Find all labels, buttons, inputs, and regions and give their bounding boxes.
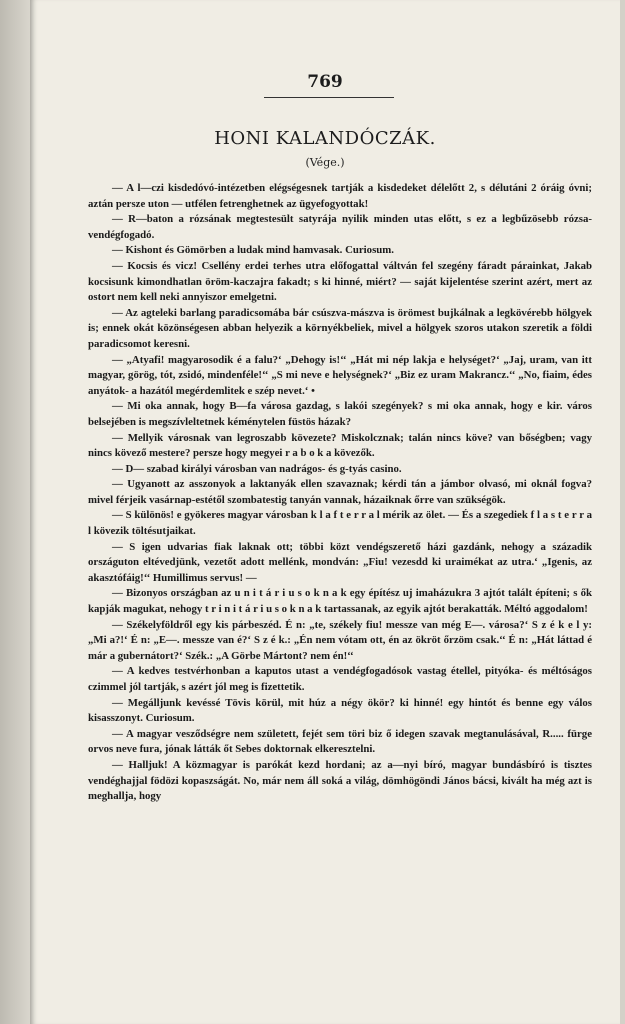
paragraph: — R—baton a rózsának megtestesült satyrája nyilik minden utas előtt, s ez a legbűzösebb rózsa-vendégfogadó.: [88, 213, 592, 241]
article-title: HONI KALANDÓCZÁK.: [214, 128, 436, 149]
book-spine: [0, 0, 30, 1024]
paragraph: — „Atyafi! magyarosodik é a falu?‘ „Dehogy is!‘‘ „Hát mi nép lakja e helységet?‘ „Jaj, uram, van itt magyar, görög, tót, zsidó, mindenféle!‘‘ „S mi neve e helységnek?‘ „Biz ez uram Makrancz.‘‘ „No, fiaim, édes anyátok- a hazától megérdemlitek e szép nevet.‘ •: [88, 353, 592, 397]
paragraph: — Kishont és Gömörben a ludak mind hamvasak. Curiosum.: [112, 244, 394, 257]
paragraph: — A magyar vesződségre nem született, fejét sem töri biz ő idegen szavak megtanulásával, R..... fürge orvos neve fura, jónak látták őt Sebes doktornak elkeresztelni.: [88, 727, 592, 756]
header-rule: [264, 97, 394, 98]
paragraph: — S igen udvarias fiak laknak ott; többi közt vendégszerető házi gazdánk, nehogy a századik országuton eltévedjünk, vezetőt adott mellénk, mondván: „Fiu! vezesdd ki uraimékat az utra.‘ „Igenis, az akasztófáig!‘‘ Humillimus servus! —: [88, 540, 592, 584]
paragraph: — Mi oka annak, hogy B—fa városa gazdag, s lakói szegények? s mi oka annak, hogy e kir. város belsejében is megszívleltetnek kéménytelen füstös házak?: [88, 400, 592, 428]
paragraph: — D— szabad királyi városban van nadrágos- és g-tyás casino.: [112, 462, 402, 475]
paragraph: — A l—czi kisdedóvó-intézetben elégségesnek tartják a kisdedeket délelőtt 2, s délutáni 2 óráig óvni; aztán persze uton — utfélen fetrenghetnek az ügyefogyottak!: [88, 182, 592, 210]
paragraph: — A kedves testvérhonban a kaputos utast a vendégfogadósok vastag étellel, pityóka- és méltóságos czimmel jól tartják, s azért jól meg is fizettetik.: [88, 665, 592, 693]
page-number: 769: [307, 72, 343, 92]
paragraph: — Székelyföldről egy kis párbeszéd. É n: „te, székely fiu! messze van még E—. városa?‘ S z é k e l y: „Mi a?!‘ É n: „E—. messze van é?‘ S z é k.: „Én nem vótam ott, én az ökröt őrzöm csak.‘‘ É n: „Hát láttad é már a gubernátort?‘ Szék.: „A Görbe Mártont? nem én!‘‘: [88, 618, 592, 662]
book-page: [30, 0, 620, 1024]
article-body: [88, 181, 592, 805]
paragraph: — Halljuk! A közmagyar is parókát kezd hordani; az a—nyi bíró, magyar bundásbíró is tisztes vendéghajjal födözi kopaszságát. No, már nem áll soká a világ, dömhögöndi János bácsi, kivált ha még azt is meghallja, hogy: [88, 758, 592, 803]
paragraph: — Megálljunk kevéssé Tövis körül, mit húz a négy ökör? ki hinné! egy hintót és benne egy válos kisasszonyt. Curiosum.: [88, 696, 592, 725]
article-subtitle: (Vége.): [305, 156, 345, 169]
paragraph: — Bizonyos országban az u n i t á r i u s o k n a k egy építész uj imaházukra 3 ajtót talált építeni; s ők kapják magukat, nehogy t r i n i t á r i u s o k n a k tartassanak, az egyik ajtót berakatták. Méltó aggodalom!: [88, 587, 592, 616]
paragraph: — Mellyik városnak van legroszabb kövezete? Miskolcznak; talán nincs köve? van bőségben; vagy nincs kövező mestere? persze hogy megyei r a b o k a kövezők.: [88, 431, 592, 460]
paragraph: — Ugyanott az asszonyok a laktanyák ellen szavaznak; kérdi tán a jámbor olvasó, mi oknál fogva? mivel férjeik vasárnap-estétől szombatestig tanyán vannak, házaiknak őrre van szükségök.: [88, 478, 592, 506]
paragraph: — Kocsis és vicz! Csellény erdei terhes utra előfogattal váltván fel szegény fáradt párainkat, Jakab kocsisunk kimondhatlan öröm-kaczajra fakadt; s ki hinné, miért? — saját kijelentése szerint azért, mert az ostort nem kell neki annyiszor emelgetni.: [88, 259, 592, 304]
paragraph: — Az agteleki barlang paradicsomába bár csúszva-mászva is örömest bujkálnak a legkövérebb hölgyek is; ennek okát közönségesen abban helyezik a környékbeliek, mivel a hölgyek szoros utakon szeretik a földi paradicsomot keresni.: [88, 306, 592, 350]
paragraph: — S különös! e gyökeres magyar városban k l a f t e r r a l mérik az ölet. — És a szegediek f l a s t e r r a l kövezik töltésutjaikat.: [88, 509, 592, 538]
